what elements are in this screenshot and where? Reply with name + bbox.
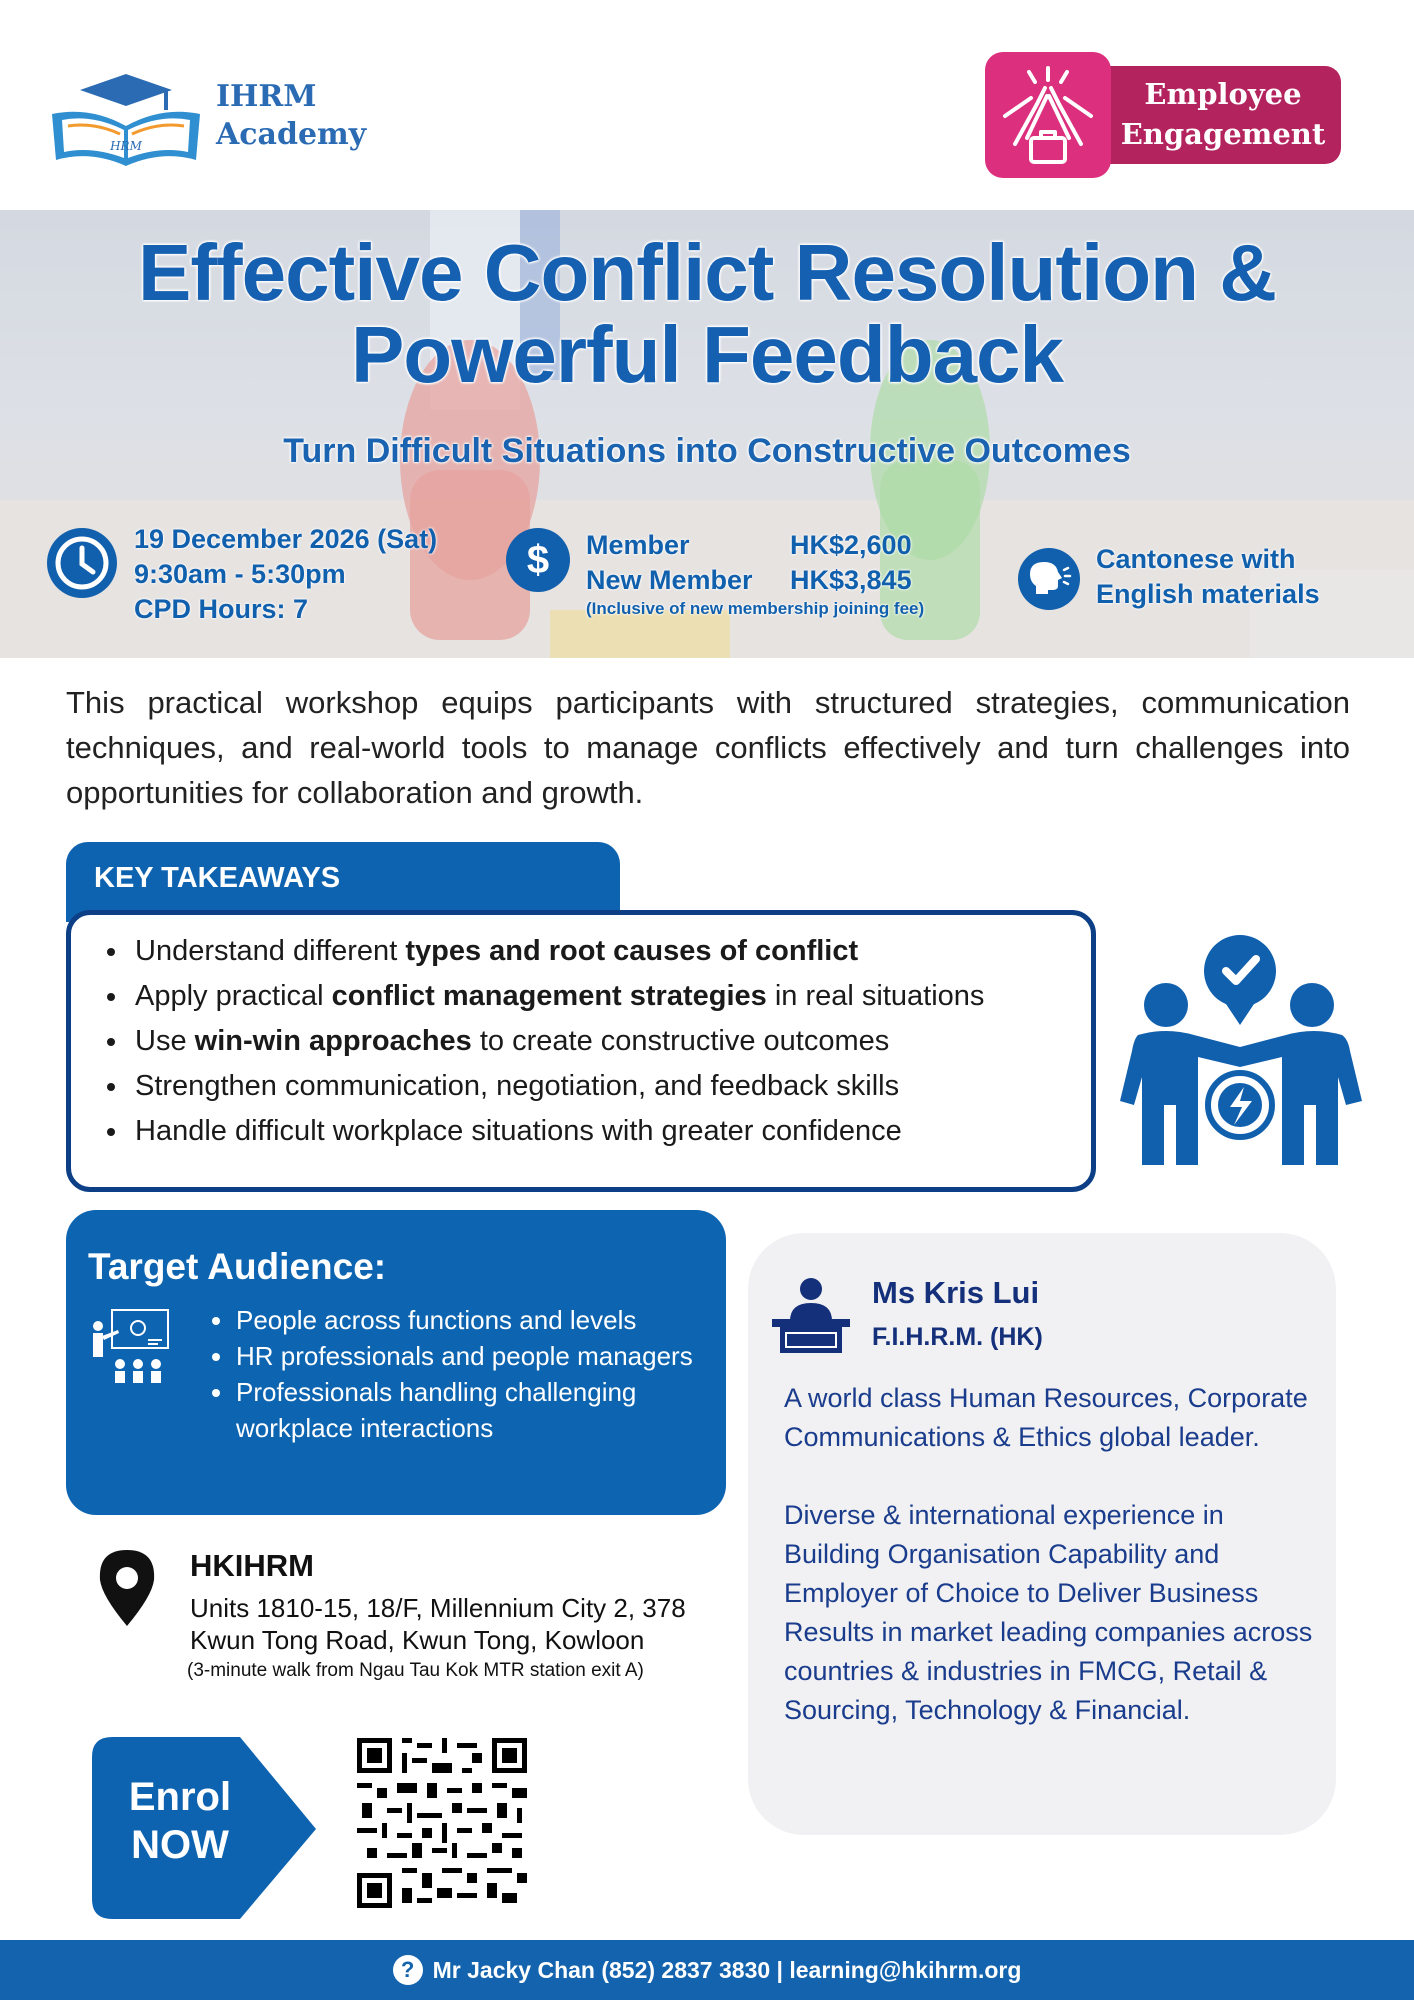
venue-address: Units 1810-15, 18/F, Millennium City 2, 378 Kwun Tong Road, Kwun Tong, Kowloon (190, 1593, 686, 1655)
logo-line-2: Academy (216, 117, 367, 152)
language-line-2: English materials (1096, 579, 1320, 609)
list-item: Apply practical conflict management strategies in real situations (101, 974, 1091, 1019)
ihrm-academy-logo (46, 70, 406, 170)
list-item: Professionals handling challenging workplace interactions (236, 1374, 716, 1446)
list-item: HR professionals and people managers (236, 1338, 716, 1374)
target-audience-heading: Target Audience: (88, 1246, 387, 1287)
list-item: Handle difficult workplace situations with greater confidence (101, 1109, 1091, 1154)
language-info (1096, 542, 1320, 612)
map-pin-icon (98, 1550, 156, 1626)
venue-note: (3-minute walk from Ngau Tau Kok MTR station exit A) (187, 1660, 644, 1681)
speaker-card (748, 1233, 1336, 1835)
target-audience-card (66, 1210, 726, 1515)
speaker-bio-paragraph-1: A world class Human Resources, Corporate Communications & Ethics global leader. (784, 1383, 1308, 1452)
fee-row-new-member (586, 563, 924, 598)
list-item: Strengthen communication, negotiation, and feedback skills (101, 1064, 1091, 1109)
high-five-icon (985, 52, 1111, 178)
language-line-1: Cantonese with (1096, 544, 1296, 574)
logo-mark-text: HRM (110, 139, 142, 153)
schedule-info (134, 522, 437, 627)
enrol-line-1: Enrol (128, 1775, 232, 1819)
course-time: 9:30am - 5:30pm (134, 559, 346, 589)
new-member-label: New Member (586, 565, 753, 595)
member-price: HK$2,600 (790, 530, 912, 560)
speaker-name: Ms Kris Lui (872, 1275, 1040, 1310)
handshake-check-icon (1116, 935, 1366, 1175)
podium-speaker-icon (772, 1275, 850, 1353)
speaker-bio (784, 1379, 1324, 1730)
presenter-audience-icon (88, 1308, 170, 1386)
speaking-head-icon (1018, 548, 1080, 610)
contact-text[interactable]: Mr Jacky Chan (852) 2837 3830 | learning@hkihrm.org (432, 1956, 1022, 1983)
contact-footer (0, 1940, 1414, 2000)
speaker-credential: F.I.H.R.M. (HK) (872, 1323, 1043, 1351)
qr-code[interactable] (357, 1738, 527, 1908)
key-takeaways-heading: KEY TAKEAWAYS (66, 842, 620, 922)
enrol-now-label[interactable] (92, 1773, 268, 1869)
target-audience-list (236, 1302, 716, 1446)
course-subtitle: Turn Difficult Situations into Constructive Outcomes (283, 432, 1131, 470)
category-badge (985, 52, 1341, 178)
enrol-line-2: NOW (131, 1823, 229, 1867)
graduation-book-logo-icon (46, 70, 206, 170)
fee-info (586, 528, 924, 620)
key-takeaways-box (66, 910, 1096, 1192)
logo-line-1: IHRM (216, 79, 317, 114)
course-date: 19 December 2026 (Sat) (134, 524, 438, 554)
member-label: Member (586, 530, 690, 560)
badge-label (1085, 66, 1341, 164)
fee-row-member (586, 528, 924, 563)
course-intro: This practical workshop equips participants with structured strategies, communication techniques, and real-world tools to manage conflicts effectively and turn challenges into opportunities for collaboration and growth. (66, 685, 1350, 810)
svg-text:$: $ (526, 538, 550, 582)
badge-line-1: Employee (1144, 77, 1302, 111)
clock-icon (47, 528, 117, 598)
venue-name: HKIHRM (190, 1548, 314, 1583)
badge-line-2: Engagement (1120, 117, 1326, 151)
dollar-icon (506, 528, 570, 592)
course-title-line-2: Powerful Feedback (350, 310, 1064, 399)
course-title-line-1: Effective Conflict Resolution & (138, 228, 1276, 317)
key-takeaways-list (101, 929, 1091, 1154)
list-item: People across functions and levels (236, 1302, 716, 1338)
hero-banner (0, 210, 1414, 658)
list-item: Understand different types and root causes of conflict (101, 929, 1091, 974)
list-item: Use win-win approaches to create constructive outcomes (101, 1019, 1091, 1064)
question-icon: ? (393, 1955, 423, 1985)
speaker-bio-paragraph-2: Diverse & international experience in Building Organisation Capability and Employer of Choice to Deliver Business Results in market leading companies across countries & industries in FMCG, Retail & Sourcing, Technology & Financial. (784, 1500, 1313, 1725)
logo-text (216, 78, 366, 154)
new-member-price: HK$3,845 (790, 565, 912, 595)
course-title (0, 228, 1414, 399)
cpd-hours: CPD Hours: 7 (134, 594, 309, 624)
fee-note: (Inclusive of new membership joining fee) (586, 599, 925, 618)
